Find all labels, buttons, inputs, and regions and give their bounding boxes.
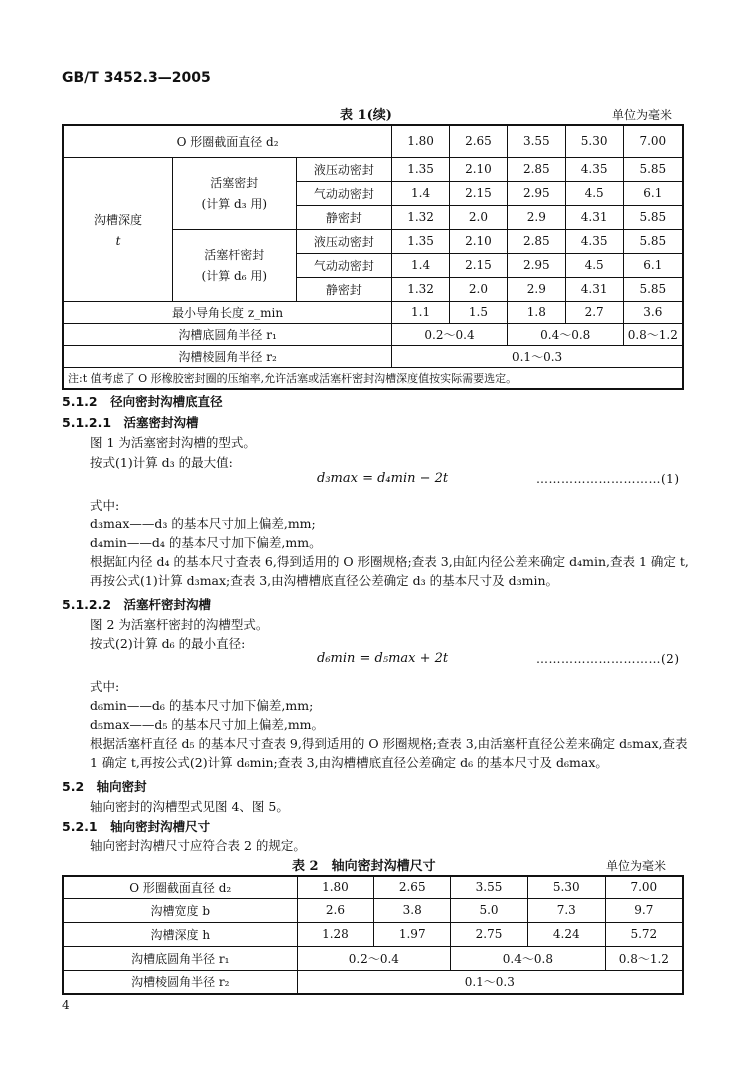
- t1-cell: 1.4: [392, 253, 450, 277]
- t1-rod-text: 活塞杆密封: [204, 248, 265, 262]
- standard-code: GB/T 3452.3—2005: [62, 70, 211, 86]
- t1-rod-sub: (计算 d₆ 用): [201, 269, 268, 283]
- t1-size: 7.00: [623, 125, 683, 157]
- t2-r2-label: 沟槽棱圆角半径 r₂: [63, 970, 297, 994]
- t1-cell: 3.6: [623, 301, 683, 323]
- t1-cell: 4.35: [565, 229, 623, 253]
- section-5-1-2-1: 5.1.2.1 活塞密封沟槽: [62, 415, 199, 430]
- t2-depth-label: 沟槽深度 h: [63, 922, 297, 946]
- t2-cell: 7.3: [527, 898, 605, 922]
- section-5-2-1: 5.2.1 轴向密封沟槽尺寸: [62, 819, 211, 834]
- t1-cell: 1.8: [507, 301, 565, 323]
- t1-r2-label: 沟槽棱圆角半径 r₂: [63, 345, 392, 367]
- t1-cell: 2.9: [507, 205, 565, 229]
- t2-cell: 5.72: [605, 922, 683, 946]
- t2-cell: 0.4～0.8: [451, 946, 606, 970]
- t1-group-symbol: t: [115, 233, 121, 248]
- definition: d₃max——d₃ 的基本尺寸加上偏差,mm;: [90, 516, 316, 531]
- t1-size: 2.65: [450, 125, 508, 157]
- t2-cell: 1.97: [374, 922, 451, 946]
- definition: d₄min——d₄ 的基本尺寸加下偏差,mm。: [90, 535, 322, 550]
- t2-cell: 4.24: [527, 922, 605, 946]
- t1-cell: 2.9: [507, 277, 565, 301]
- table2-unit: 单位为毫米: [606, 859, 667, 873]
- table1-unit: 单位为毫米: [612, 108, 673, 122]
- t2-width-label: 沟槽宽度 b: [63, 898, 297, 922]
- t1-seal-type: 气动动密封: [296, 253, 392, 277]
- equation-2: d₆min = d₅max + 2t: [317, 651, 449, 666]
- t2-cell: 9.7: [605, 898, 683, 922]
- t1-cell: 2.0: [450, 277, 508, 301]
- t1-size: 5.30: [565, 125, 623, 157]
- t1-cell: 2.95: [507, 181, 565, 205]
- t2-size: 5.30: [527, 876, 605, 898]
- t2-cell: 2.75: [451, 922, 528, 946]
- paragraph: 图 1 为活塞密封沟槽的型式。: [90, 435, 256, 450]
- t1-piston-sub: (计算 d₃ 用): [201, 197, 268, 211]
- t1-cell: 1.5: [450, 301, 508, 323]
- equation-1: d₃max = d₄min − 2t: [317, 471, 449, 486]
- paragraph: 按式(2)计算 d₆ 的最小直径:: [90, 636, 246, 651]
- t2-cell: 1.28: [297, 922, 374, 946]
- paragraph: 根据活塞杆直径 d₅ 的基本尺寸查表 9,得到适用的 O 形圈规格;查表 3,由活塞杆直径公差来确定 d₅max,查表 1 确定 t,再按公式(2)计算 d₆min;查表 3,由沟槽槽底直径公差确定 d₆ 的基本尺寸及 d₆max。: [90, 736, 688, 770]
- t1-cell: 5.85: [623, 157, 683, 181]
- t1-cell: 1.35: [392, 157, 450, 181]
- t1-cell: 2.95: [507, 253, 565, 277]
- t1-piston-label: [173, 157, 297, 229]
- t1-seal-type: 液压动密封: [296, 229, 392, 253]
- t2-header-label: O 形圈截面直径 d₂: [63, 876, 297, 898]
- t1-seal-type: 气动动密封: [296, 181, 392, 205]
- t1-cell: 4.5: [565, 253, 623, 277]
- page-number: 4: [62, 998, 70, 1012]
- t1-cell: 4.5: [565, 181, 623, 205]
- t1-cell: 1.35: [392, 229, 450, 253]
- t1-min-chamfer-label: 最小导角长度 z_min: [63, 301, 392, 323]
- paragraph: 轴向密封的沟槽型式见图 4、图 5。: [90, 799, 289, 814]
- paragraph: 轴向密封沟槽尺寸应符合表 2 的规定。: [90, 838, 306, 853]
- t2-size: 2.65: [374, 876, 451, 898]
- t1-cell: 1.1: [392, 301, 450, 323]
- t1-cell: 6.1: [623, 253, 683, 277]
- t1-cell: 2.15: [450, 181, 508, 205]
- t1-note: 注:t 值考虑了 O 形橡胶密封圈的压缩率,允许活塞或活塞杆密封沟槽深度值按实际需要选定。: [63, 367, 683, 389]
- definition: d₅max——d₅ 的基本尺寸加上偏差,mm。: [90, 717, 325, 732]
- paragraph: 按式(1)计算 d₃ 的最大值:: [90, 455, 233, 470]
- t1-seal-type: 静密封: [296, 277, 392, 301]
- t1-group-label: [63, 157, 173, 301]
- equation-2-number: …………………………(2): [536, 652, 680, 666]
- t2-size: 7.00: [605, 876, 683, 898]
- paragraph: 图 2 为活塞杆密封的沟槽型式。: [90, 617, 269, 632]
- table1-caption: 表 1(续): [340, 108, 392, 123]
- definition: d₆min——d₆ 的基本尺寸加下偏差,mm;: [90, 698, 314, 713]
- t1-cell: 2.15: [450, 253, 508, 277]
- t1-header-label: O 形圈截面直径 d₂: [63, 125, 392, 157]
- t1-cell: 0.8～1.2: [623, 323, 683, 345]
- t1-cell: 4.31: [565, 205, 623, 229]
- t1-rod-label: [173, 229, 297, 301]
- t1-cell: 2.10: [450, 229, 508, 253]
- t2-size: 3.55: [451, 876, 528, 898]
- t1-cell: 4.35: [565, 157, 623, 181]
- t2-cell: 0.8～1.2: [605, 946, 683, 970]
- paragraph: 根据缸内径 d₄ 的基本尺寸查表 6,得到适用的 O 形圈规格;查表 3,由缸内径公差来确定 d₄min,查表 1 确定 t,再按公式(1)计算 d₃max;查表 3,由沟槽槽底直径公差确定 d₃ 的基本尺寸及 d₃min。: [90, 554, 689, 588]
- t1-cell: 2.7: [565, 301, 623, 323]
- equation-1-number: …………………………(1): [536, 472, 680, 486]
- t2-cell: 5.0: [451, 898, 528, 922]
- t1-cell: 5.85: [623, 277, 683, 301]
- table-1: [62, 124, 684, 390]
- section-5-1-2: 5.1.2 径向密封沟槽底直径: [62, 394, 223, 409]
- t1-cell: 2.85: [507, 229, 565, 253]
- t1-seal-type: 液压动密封: [296, 157, 392, 181]
- t1-piston-text: 活塞密封: [210, 176, 259, 190]
- t1-group-text: 沟槽深度: [94, 212, 143, 227]
- t1-seal-type: 静密封: [296, 205, 392, 229]
- t1-cell: 1.32: [392, 205, 450, 229]
- t1-size: 1.80: [392, 125, 450, 157]
- where-label: 式中:: [90, 679, 120, 694]
- t1-cell: 6.1: [623, 181, 683, 205]
- section-5-1-2-2: 5.1.2.2 活塞杆密封沟槽: [62, 597, 212, 612]
- section-5-2: 5.2 轴向密封: [62, 779, 147, 794]
- table2-caption: 表 2 轴向密封沟槽尺寸: [292, 859, 436, 874]
- t1-cell: 2.0: [450, 205, 508, 229]
- t2-r1-label: 沟槽底圆角半径 r₁: [63, 946, 297, 970]
- t1-cell: 4.31: [565, 277, 623, 301]
- t1-cell: 5.85: [623, 205, 683, 229]
- t1-cell: 0.2～0.4: [392, 323, 508, 345]
- t2-size: 1.80: [297, 876, 374, 898]
- table-2: [62, 875, 684, 995]
- t1-cell: 1.4: [392, 181, 450, 205]
- t1-cell: 5.85: [623, 229, 683, 253]
- t1-cell: 1.32: [392, 277, 450, 301]
- t1-cell: 2.85: [507, 157, 565, 181]
- where-label: 式中:: [90, 498, 120, 513]
- t1-cell: 0.1～0.3: [392, 345, 683, 367]
- t2-cell: 2.6: [297, 898, 374, 922]
- t2-cell: 3.8: [374, 898, 451, 922]
- t2-cell: 0.2～0.4: [297, 946, 451, 970]
- t1-cell: 2.10: [450, 157, 508, 181]
- t1-size: 3.55: [507, 125, 565, 157]
- t1-cell: 0.4～0.8: [507, 323, 623, 345]
- t2-cell: 0.1～0.3: [297, 970, 683, 994]
- t1-r1-label: 沟槽底圆角半径 r₁: [63, 323, 392, 345]
